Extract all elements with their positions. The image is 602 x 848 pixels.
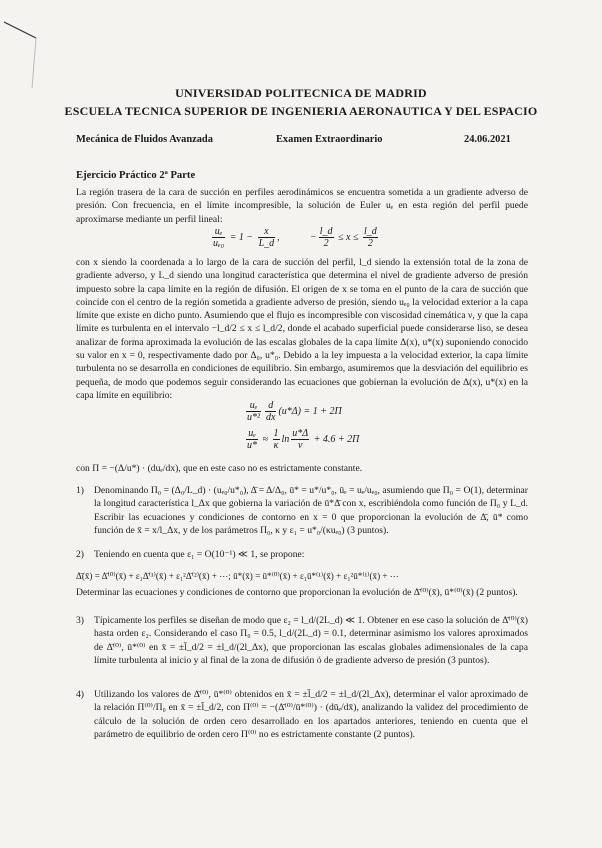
fraction-x-Ld: $\frac{x}{L\_d}$ [258,226,275,249]
pi-definition: con Π = −(Δ/u*) · (duₑ/dx), que en este caso no es estrictamente constante. [76,463,363,474]
question-number: 3) [76,615,84,626]
question-2-task: Determinar las ecuaciones y condiciones de contorno que proporcionan la evolución de Δ̄⁽⁰⁾(x̄), ū*⁽⁰⁾(x̄) (2 puntos). [76,587,518,598]
question-2 [76,548,528,561]
body-paragraph: con x siendo la coordenada a lo largo de la cara de succión del perfil, l_d siendo la extensión total de la zona de gradiente adverso, y L_d siendo una longitud característica que determina el nivel de gradiente adverso de presión impuesto sobre la capa límite en la región de difusión. El origen de x se toma en el punto de la cara de succión que coincide con el centro de la región sometida a gradiente adverso de presión, siendo uₑ₀ la velocidad exterior a la capa límite que existe en dicho punto. Asumiendo que el flujo es incompresible con viscosidad cinemática ν, y que la capa límite es turbulenta en el intervalo −l_d/2 ≤ x ≤ l_d/2, donde el acabado superficial puede considerarse liso, se desea analizar de forma aproximada la evolución de las escalas globales de la capa límite Δ(x), u*(x) suponiendo conocido su valor en x = 0, respectivamente dado por Δ₀, u*₀. Debido a la ley impuesta a la velocidad exterior, la capa límite turbulenta no se desarrolla en condiciones de equilibrio. Sin embargo, asumiremos que la desviación del equilibrio es pequeña, de modo que podemos seguir considerando las ecuaciones que gobiernan la evolución de Δ(x), u*(x) en la capa límite en equilibrio: [76,257,528,401]
question-1 [76,484,528,537]
equation-linear-profile: $\frac{\text{uₑ}}{\text{uₑ₀}}$ = 1 − $\frac{x}{L\_d}$ , [213,226,280,249]
course-name: Mecánica de Fluidos Avanzada [76,134,213,145]
question-text: Denominando Π₀ = (Δ₀/L_d) · (uₑ₀/u*₀), Δ̄ = Δ/Δ₀, ū* = u*/u*₀, ūₑ = uₑ/uₑ₀, asumiendo que Π₀ = O(1), determinar la longitud característica l_Δx que gobierna la variación de ū*Δ̄ con x, escribiéndola como función de Π₀ y L_d. Escribir las ecuaciones y condiciones de contorno en x = 0 que proporcionan la evolución de Δ̄, ū* como función de x̄ = x/l_Δx, y de los parámetros Π₀, κ y ε₁ = u*₀/(κuₑ₀) (3 puntos). [94,485,528,536]
intro-paragraph: La región trasera de la cara de succión en perfiles aerodinámicos se encuentra sometida a un gradiente adverso de presión. Con frecuencia, en el límite incompresible, la solución de Euler uₑ en esta región del perfil puede aproximarse mediante un perfil lineal: [76,187,528,225]
question-number: 4) [76,689,84,700]
question-3 [76,614,528,667]
asymptotic-expansion: Δ̄(x̄) = Δ̄⁽⁰⁾(x̄) + ε₁Δ̄⁽¹⁾(x̄) + ε₁²Δ̄⁽²⁾(x̄) + ⋯; ū*(x̄) = ū*⁽⁰⁾(x̄) + ε₁ū*⁽¹⁾(x̄) + ε₁²ū*⁽¹⁾(x̄) + ⋯ [76,571,399,581]
question-text: Utilizando los valores de Δ̄⁽⁰⁾, ū*⁽⁰⁾ obtenidos en x̄ = ±l̄_d/2 = ±l_d/(2l_Δx), determinar el valor aproximado de la relación Π⁽⁰⁾/Π₀ en x̄ = ±l̄_d/2, con Π⁽⁰⁾ = −(Δ̄⁽⁰⁾/ū*⁽⁰⁾) · (dūₑ/dx̄), analizando la validez del procedimiento de cálculo de la solución de orden cero desarrollado en los apartados anteriores, teniendo en cuenta que el parámetro de equilibrio de orden cero Π⁽⁰⁾ no es estrictamente constante (2 puntos). [94,689,528,740]
question-text: Teniendo en cuenta que ε₁ = O(10⁻¹) ≪ 1, se propone: [94,549,305,560]
fraction-ue-ustar2: $\frac{\text{uₑ}}{\text{u*²}}$ [247,400,260,423]
equation-log-law: $\frac{\text{uₑ}}{u*}$ ≈ $\frac{1}{\kappa}$ ln $\frac{u*\Delta}{\nu}$ + 4.6 + 2Π [247,428,360,451]
exercise-title: Ejercicio Práctico 2ª Parte [76,170,196,181]
question-4 [76,688,528,741]
exam-type: Examen Extraordinario [276,134,383,145]
fraction-ustar-delta-nu: $\frac{u*\Delta}{\nu}$ [292,428,309,451]
question-text: Típicamente los perfiles se diseñan de modo que ε₂ = l_d/(2L_d) ≪ 1. Obtener en ese caso la solución de Δ̄⁽⁰⁾(x̄) hasta orden ε₂. Considerando el caso Π₀ = 0.5, l_d/(2L_d) = 0.1, determinar asimismo los valores aproximados de Δ̄⁽⁰⁾, ū*⁽⁰⁾ en x̄ = ±l̄_d/2 = ±l_d/(2l_Δx), que proporcionan las escalas globales adimensionales de la capa límite turbulenta al inicio y al final de la zona de difusión ó de gradiente adverso de presión (3 puntos). [94,615,528,666]
fraction-ue-ue0: $\frac{\text{uₑ}}{\text{uₑ₀}}$ [213,226,225,249]
question-number: 2) [76,549,84,560]
equation-momentum: $\frac{\text{uₑ}}{\text{u*²}}$ $\frac{d}{dx}$ (u*Δ) = 1 + 2Π [247,400,342,423]
fraction-ld-2-left: $\frac{l\_d}{2}$ [319,226,333,249]
equation-range: − $\frac{l\_d}{2}$ ≤ x ≤ $\frac{l\_d}{2}$ [310,226,377,249]
fraction-ue-ustar: $\frac{\text{uₑ}}{u*}$ [247,428,257,451]
fraction-1-kappa: $\frac{1}{\kappa}$ [273,428,279,451]
school-heading: ESCUELA TECNICA SUPERIOR DE INGENIERIA AERONAUTICA Y DEL ESPACIO [64,104,538,118]
question-number: 1) [76,485,84,496]
university-heading: UNIVERSIDAD POLITECNICA DE MADRID [175,86,427,100]
exam-date: 24.06.2021 [464,134,511,145]
fraction-ld-2-right: $\frac{l\_d}{2}$ [363,226,377,249]
fraction-d-dx: $\frac{d}{dx}$ [266,400,276,423]
pen-mark-decoration [2,18,82,88]
